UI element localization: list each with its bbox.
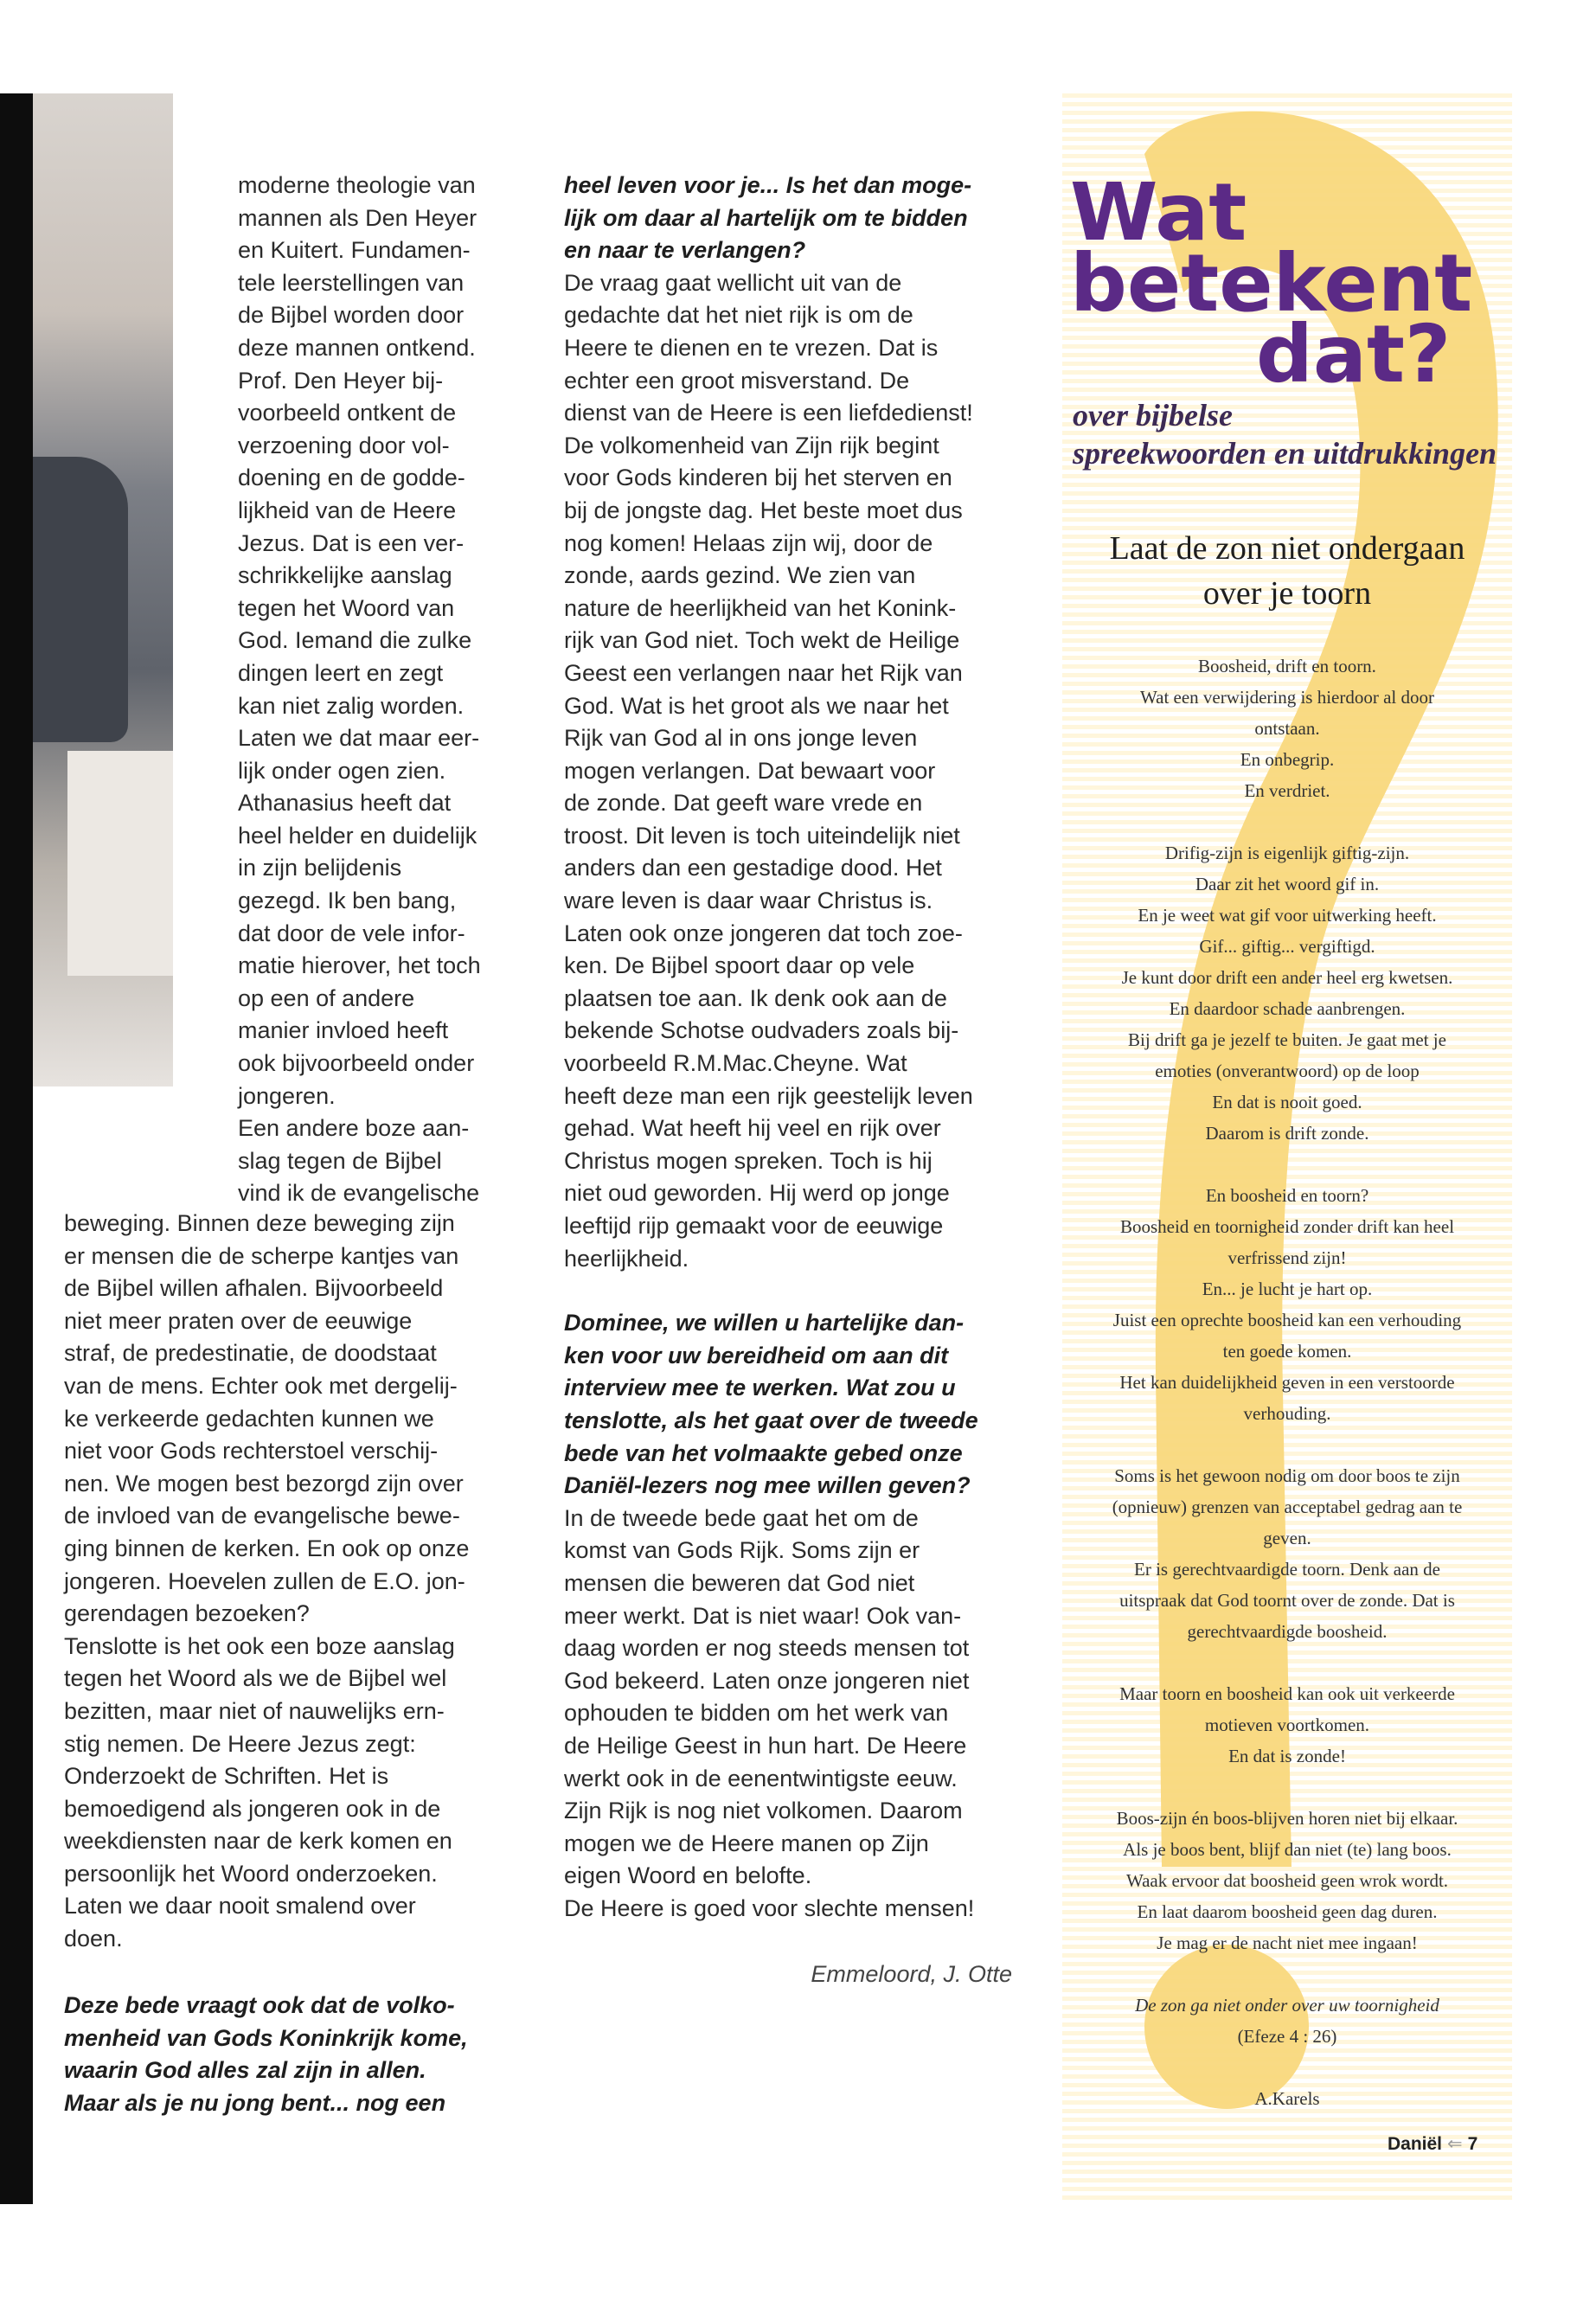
body-line: verzoening door vol- bbox=[238, 432, 450, 458]
poem-title-line-1: Laat de zon niet ondergaan bbox=[1109, 530, 1465, 567]
body-line: nature de heerlijkheid van het Konink- bbox=[564, 594, 957, 621]
poem-line: ten goede komen. bbox=[1222, 1341, 1352, 1362]
title-line-1: Wat bbox=[1070, 166, 1247, 259]
body-line: mogen verlangen. Dat bewaart voor bbox=[564, 757, 936, 784]
poem-line: Juist een oprechte boosheid kan een verhouding bbox=[1112, 1310, 1462, 1330]
question-line: interview mee te werken. Wat zou u bbox=[564, 1375, 956, 1401]
poem-line: Je mag er de nacht niet mee ingaan! bbox=[1157, 1932, 1418, 1953]
poem-line: Gif... giftig... vergiftigd. bbox=[1199, 936, 1375, 957]
body-line: Heere te dienen en te vrezen. Dat is bbox=[564, 334, 939, 361]
body-line: werkt ook in de eenentwintigste eeuw. bbox=[564, 1765, 958, 1791]
page-footer bbox=[1388, 2133, 1477, 2155]
poem-line: En daardoor schade aanbrengen. bbox=[1169, 998, 1406, 1019]
body-line: ware leven is daar waar Christus is. bbox=[564, 888, 933, 914]
poem-line: Bij drift ga je jezelf te buiten. Je gaat met je bbox=[1128, 1029, 1446, 1050]
poem-line: Boosheid en toornigheid zonder drift kan heel bbox=[1119, 1216, 1455, 1237]
body-line: gehad. Wat heeft hij veel en rijk over bbox=[564, 1115, 941, 1142]
question-line: heel leven voor je... Is het dan moge- bbox=[564, 172, 972, 198]
body-line: moderne theologie van bbox=[238, 172, 476, 198]
subtitle-line-2: spreekwoorden en uitdrukkingen bbox=[1073, 436, 1497, 471]
body-line: manier invloed heeft bbox=[238, 1017, 449, 1044]
body-line: de invloed van de evangelische bewe- bbox=[64, 1503, 460, 1529]
body-line: er mensen die de scherpe kantjes van bbox=[64, 1242, 459, 1269]
question-line: Deze bede vraagt ook dat de volko- bbox=[64, 1992, 455, 2018]
body-line: Rijk van God al in ons jonge leven bbox=[564, 725, 918, 752]
poem-body bbox=[1081, 651, 1493, 2114]
body-line: beweging. Binnen deze beweging zijn bbox=[64, 1210, 455, 1236]
body-line: jongeren. bbox=[238, 1082, 336, 1109]
footer-page-number: 7 bbox=[1467, 2134, 1478, 2154]
body-line: ophouden te bidden om het werk van bbox=[564, 1700, 949, 1727]
photo-shoulder bbox=[33, 457, 128, 742]
body-line: Geest een verlangen naar het Rijk van bbox=[564, 659, 963, 686]
question-line: bede van het volmaakte gebed onze bbox=[564, 1439, 963, 1466]
body-line: bezitten, maar niet of nauwelijks ern- bbox=[64, 1697, 445, 1724]
body-line: tegen het Woord van bbox=[238, 594, 455, 621]
title-line-3: dat? bbox=[1256, 308, 1452, 401]
body-line: straf, de predestinatie, de doodstaat bbox=[64, 1340, 437, 1367]
body-line: tele leerstellingen van bbox=[238, 269, 465, 296]
photo-paper bbox=[67, 751, 173, 976]
body-line: vind ik de evangelische bbox=[238, 1180, 480, 1207]
body-line: tegen het Woord als we de Bijbel wel bbox=[64, 1665, 447, 1692]
stanza-gap bbox=[1081, 1958, 1493, 1990]
poem-line: Drifig-zijn is eigenlijk giftig-zijn. bbox=[1164, 843, 1410, 863]
poem-line: emoties (onverantwoord) op de loop bbox=[1155, 1061, 1420, 1081]
column-1-top bbox=[238, 170, 515, 1210]
column-2 bbox=[564, 170, 1018, 1925]
footer-arrow-icon: ⇐ bbox=[1447, 2134, 1463, 2154]
body-line: De volkomenheid van Zijn rijk begint bbox=[564, 432, 939, 458]
body-line: Prof. Den Heyer bij- bbox=[238, 367, 444, 394]
body-line: de Heilige Geest in hun hart. De Heere bbox=[564, 1732, 967, 1759]
poem-line: uitspraak dat God toornt over de zonde. Dat is bbox=[1119, 1590, 1455, 1611]
body-line: kan niet zalig worden. bbox=[238, 692, 465, 719]
body-line: schrikkelijke aanslag bbox=[238, 562, 452, 589]
body-line: lijk onder ogen zien. bbox=[238, 757, 446, 784]
poem-title-line-2: over je toorn bbox=[1202, 575, 1372, 612]
stanza-gap bbox=[1081, 1647, 1493, 1678]
column-1-bottom bbox=[64, 1208, 518, 1956]
body-line: Onderzoekt de Schriften. Het is bbox=[64, 1763, 389, 1790]
body-line: Zijn Rijk is nog niet volkomen. Daarom bbox=[564, 1798, 963, 1824]
body-line: en Kuitert. Fundamen- bbox=[238, 237, 471, 264]
body-line: stig nemen. De Heere Jezus zegt: bbox=[64, 1730, 416, 1757]
body-line: doening en de godde- bbox=[238, 465, 465, 491]
question-line: tenslotte, als het gaat over de tweede bbox=[564, 1407, 978, 1433]
body-line: God bekeerd. Laten onze jongeren niet bbox=[564, 1667, 970, 1694]
poem-line: (opnieuw) grenzen van acceptabel gedrag aan te bbox=[1112, 1497, 1463, 1517]
body-line: eigen Woord en belofte. bbox=[564, 1862, 812, 1889]
footer-magazine: Daniël bbox=[1388, 2134, 1443, 2154]
body-line: nen. We mogen best bezorgd zijn over bbox=[64, 1470, 464, 1497]
body-line: gedachte dat het niet rijk is om de bbox=[564, 302, 913, 329]
poem-line: Boos-zijn én boos-blijven horen niet bij elkaar. bbox=[1116, 1808, 1458, 1829]
poem-line: Daarom is drift zonde. bbox=[1205, 1123, 1369, 1144]
poem-line: En boosheid en toorn? bbox=[1205, 1185, 1369, 1206]
sidebar-title bbox=[1070, 166, 1520, 401]
body-line: God. Wat is het groot als we naar het bbox=[564, 692, 949, 719]
poem-line: En laat daarom boosheid geen dag duren. bbox=[1137, 1901, 1438, 1922]
body-line: de zonde. Dat geeft ware vrede en bbox=[564, 790, 923, 817]
signature: Emmeloord, J. Otte bbox=[811, 1961, 1012, 1987]
question-line: lijk om daar al hartelijk om te bidden bbox=[564, 204, 968, 231]
poem-line: Maar toorn en boosheid kan ook uit verkeerde bbox=[1119, 1683, 1455, 1704]
body-line: de Bijbel willen afhalen. Bijvoorbeeld bbox=[64, 1275, 444, 1302]
stanza-gap bbox=[1081, 1429, 1493, 1460]
poem-line: verfrissend zijn! bbox=[1227, 1247, 1347, 1268]
body-line: Laten we daar nooit smalend over bbox=[64, 1893, 416, 1920]
body-line: plaatsen toe aan. Ik denk ook aan de bbox=[564, 984, 947, 1011]
body-line: mensen die beweren dat God niet bbox=[564, 1569, 915, 1596]
poem-line: Als je boos bent, blijf dan niet (te) lang boos. bbox=[1123, 1839, 1452, 1860]
body-line: niet oud geworden. Hij werd op jonge bbox=[564, 1180, 950, 1207]
question-line: Daniël-lezers nog mee willen geven? bbox=[564, 1472, 971, 1499]
body-line: dingen leert en zegt bbox=[238, 659, 444, 686]
poem-line: verhouding. bbox=[1243, 1403, 1331, 1424]
poem-line: Je kunt door drift een ander heel erg kwetsen. bbox=[1121, 967, 1453, 988]
poem-line: gerechtvaardigde boosheid. bbox=[1187, 1621, 1388, 1642]
body-line: zonde, aards gezind. We zien van bbox=[564, 562, 916, 589]
body-line: bij de jongste dag. Het beste moet dus bbox=[564, 497, 963, 523]
poem-line: En onbegrip. bbox=[1240, 749, 1335, 770]
body-line: Jezus. Dat is een ver- bbox=[238, 529, 465, 556]
question-line: Maar als je nu jong bent... nog een bbox=[64, 2089, 446, 2116]
body-line: heeft deze man een rijk geestelijk leven bbox=[564, 1082, 973, 1109]
body-line: heerlijkheid. bbox=[564, 1245, 689, 1272]
body-line: heel helder en duidelijk bbox=[238, 822, 478, 849]
poem-line: motieven voortkomen. bbox=[1204, 1715, 1370, 1735]
body-line: God. Iemand die zulke bbox=[238, 627, 472, 654]
poem-line: Boosheid, drift en toorn. bbox=[1198, 656, 1376, 676]
body-line: deze mannen ontkend. bbox=[238, 334, 476, 361]
body-line: Laten we dat maar eer- bbox=[238, 725, 480, 752]
body-line: daag worden er nog steeds mensen tot bbox=[564, 1635, 970, 1662]
body-line: van de mens. Echter ook met dergelij- bbox=[64, 1372, 458, 1399]
body-line: rijk van God niet. Toch wekt de Heilige bbox=[564, 627, 960, 654]
poem-line: Er is gerechtvaardigde toorn. Denk aan de bbox=[1134, 1559, 1440, 1580]
scripture-quote-line: De zon ga niet onder over uw toornigheid bbox=[1135, 1995, 1439, 2016]
body-line: komst van Gods Rijk. Soms zijn er bbox=[564, 1537, 920, 1564]
poem-line: Waak ervoor dat boosheid geen wrok wordt. bbox=[1125, 1870, 1449, 1891]
sidebar-subtitle bbox=[1073, 396, 1522, 472]
stanza-gap bbox=[1081, 1149, 1493, 1180]
body-line: Laten ook onze jongeren dat toch zoe- bbox=[564, 920, 963, 946]
poem-line: Daar zit het woord gif in. bbox=[1195, 874, 1380, 894]
question-line: waarin God alles zal zijn in allen. bbox=[64, 2057, 426, 2084]
body-line: in zijn belijdenis bbox=[238, 855, 402, 881]
body-line: anders dan een gestadige dood. Het bbox=[564, 855, 942, 881]
body-line: slag tegen de Bijbel bbox=[238, 1147, 442, 1174]
question-line: Dominee, we willen u hartelijke dan- bbox=[564, 1310, 965, 1336]
body-line: ging binnen de kerken. En ook op onze bbox=[64, 1535, 470, 1561]
body-line: Christus mogen spreken. Toch is hij bbox=[564, 1147, 933, 1174]
body-line: De vraag gaat wellicht uit van de bbox=[564, 269, 902, 296]
poem-line: ontstaan. bbox=[1254, 718, 1320, 739]
body-line: In de tweede bede gaat het om de bbox=[564, 1504, 919, 1531]
body-line: niet voor Gods rechterstoel verschij- bbox=[64, 1438, 439, 1465]
question-line: menheid van Gods Koninkrijk kome, bbox=[64, 2024, 468, 2051]
poem-line: En... je lucht je hart op. bbox=[1202, 1279, 1373, 1299]
column-1-question bbox=[64, 1990, 518, 2119]
poem-line: En dat is zonde! bbox=[1228, 1746, 1346, 1766]
paragraph-gap bbox=[564, 1275, 1018, 1307]
body-line: ke verkeerde gedachten kunnen we bbox=[64, 1405, 434, 1432]
body-line: meer werkt. Dat is niet waar! Ook van- bbox=[564, 1602, 962, 1629]
question-line: ken voor uw bereidheid om aan dit bbox=[564, 1342, 949, 1368]
body-line: persoonlijk het Woord onderzoeken. bbox=[64, 1860, 438, 1887]
body-line: jongeren. Hoevelen zullen de E.O. jon- bbox=[64, 1567, 465, 1594]
body-line: niet meer praten over de eeuwige bbox=[64, 1307, 413, 1334]
subtitle-line-1: over bijbelse bbox=[1073, 398, 1233, 433]
body-line: op een of andere bbox=[238, 984, 415, 1011]
body-line: bemoedigend als jongeren ook in de bbox=[64, 1795, 441, 1822]
body-line: Een andere boze aan- bbox=[238, 1115, 470, 1142]
stanza-gap bbox=[1081, 1772, 1493, 1803]
poem-line: En dat is nooit goed. bbox=[1212, 1092, 1362, 1112]
body-line: ken. De Bijbel spoort daar op vele bbox=[564, 952, 915, 979]
body-line: troost. Dit leven is toch uiteindelijk niet bbox=[564, 822, 960, 849]
stanza-gap bbox=[1081, 2052, 1493, 2083]
body-line: gerendagen bezoeken? bbox=[64, 1600, 310, 1627]
body-line: mogen we de Heere manen op Zijn bbox=[564, 1830, 929, 1856]
body-line: dienst van de Heere is een liefdedienst! bbox=[564, 400, 973, 426]
body-line: ook bijvoorbeeld onder bbox=[238, 1050, 475, 1077]
scripture-quote-line: (Efeze 4 : 26) bbox=[1237, 2026, 1337, 2047]
body-line: De Heere is goed voor slechte mensen! bbox=[564, 1894, 975, 1921]
body-line: lijkheid van de Heere bbox=[238, 497, 457, 523]
body-line: Athanasius heeft dat bbox=[238, 790, 452, 817]
left-black-bar bbox=[0, 93, 33, 2204]
body-line: gezegd. Ik ben bang, bbox=[238, 888, 457, 914]
body-line: mannen als Den Heyer bbox=[238, 204, 478, 231]
body-line: voorbeeld R.M.Mac.Cheyne. Wat bbox=[564, 1050, 907, 1077]
body-line: voor Gods kinderen bij het sterven en bbox=[564, 465, 952, 491]
poem-line: Soms is het gewoon nodig om door boos te zijn bbox=[1114, 1465, 1460, 1486]
body-line: Tenslotte is het ook een boze aanslag bbox=[64, 1632, 455, 1659]
poem-title bbox=[1088, 526, 1486, 616]
body-line: voorbeeld ontkent de bbox=[238, 400, 457, 426]
body-line: weekdiensten naar de kerk komen en bbox=[64, 1828, 452, 1855]
poem-line: Wat een verwijdering is hierdoor al door bbox=[1139, 687, 1435, 708]
body-line: de Bijbel worden door bbox=[238, 302, 465, 329]
poem-line: Het kan duidelijkheid geven in een verstoorde bbox=[1119, 1372, 1455, 1393]
title-line-2: betekent bbox=[1070, 237, 1473, 330]
poem-line: En je weet wat gif voor uitwerking heeft. bbox=[1138, 905, 1437, 926]
stanza-gap bbox=[1081, 806, 1493, 837]
poem-author: A.Karels bbox=[1254, 2088, 1320, 2109]
portrait-photo bbox=[33, 93, 173, 1086]
body-line: matie hierover, het toch bbox=[238, 952, 481, 979]
body-line: bekende Schotse oudvaders zoals bij- bbox=[564, 1017, 959, 1044]
poem-line: En verdriet. bbox=[1244, 780, 1330, 801]
poem-line: geven. bbox=[1263, 1528, 1311, 1548]
question-line: en naar te verlangen? bbox=[564, 237, 806, 264]
body-line: doen. bbox=[64, 1926, 123, 1952]
body-line: dat door de vele infor- bbox=[238, 920, 465, 946]
body-line: leeftijd rijp gemaakt voor de eeuwige bbox=[564, 1213, 944, 1239]
body-line: echter een groot misverstand. De bbox=[564, 367, 910, 394]
body-line: nog komen! Helaas zijn wij, door de bbox=[564, 529, 933, 556]
